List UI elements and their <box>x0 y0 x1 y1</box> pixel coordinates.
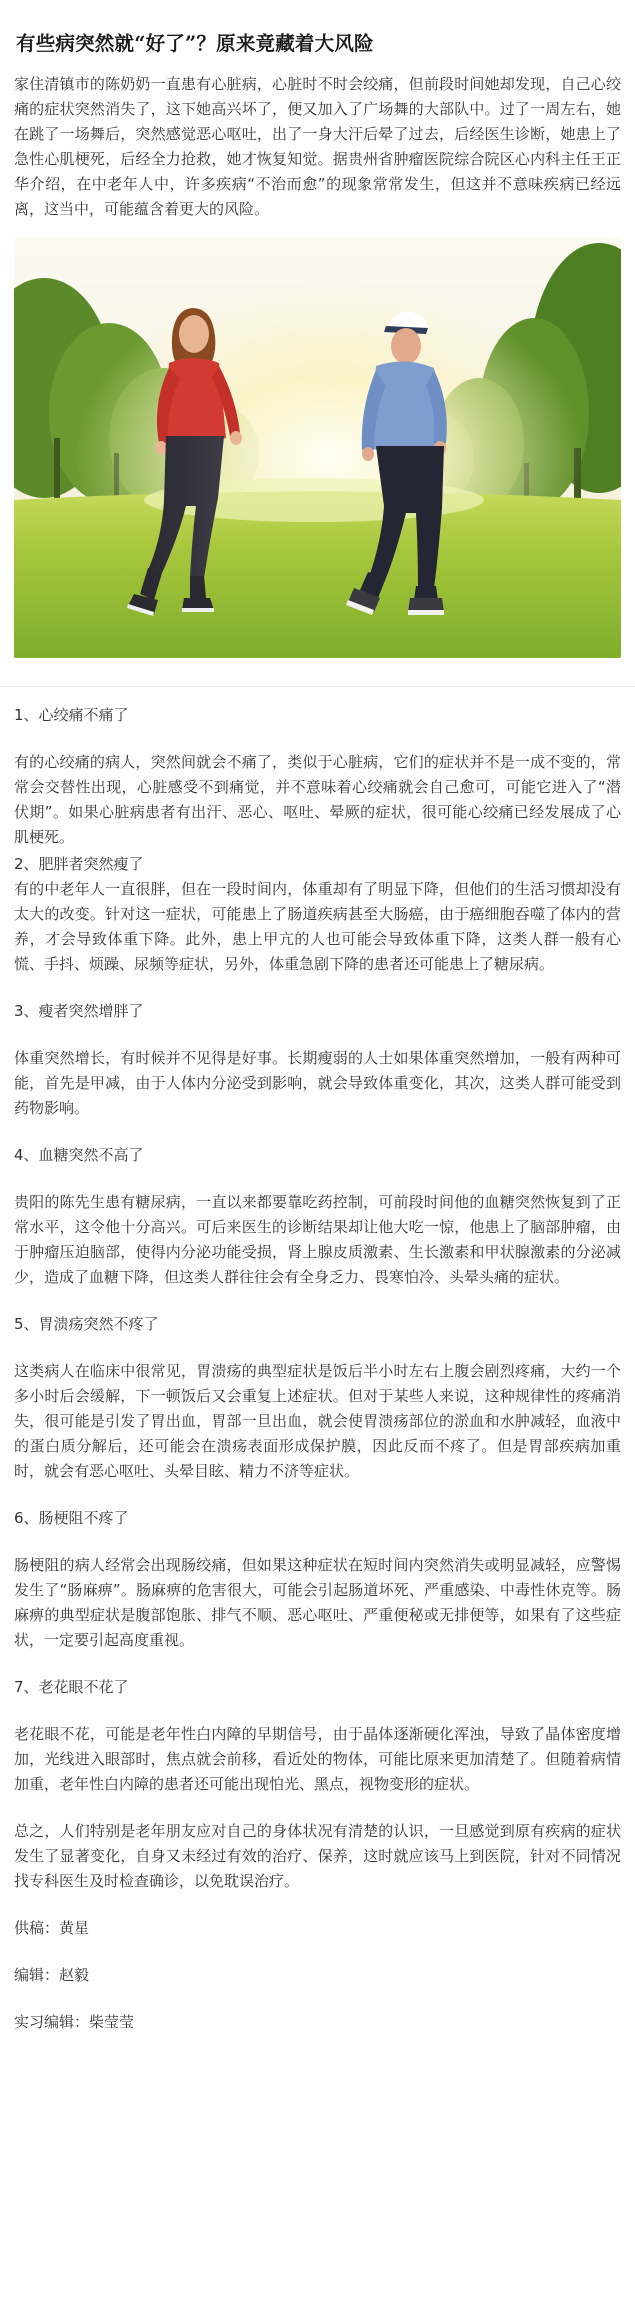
section-body: 这类病人在临床中很常见，胃溃疡的典型症状是饭后半小时左右上腹会剧烈疼痛，大约一个多小时后会缓解，下一顿饭后又会重复上述症状。但对于某些人来说，这种规律性的疼痛消失，很可能是引发了胃出血，胃部一旦出血，就会使胃溃疡部位的淤血和水肿减轻，血液中的蛋白质分解后，还可能会在溃疡表面形成保护膜，因此反而不疼了。但是胃部疾病加重时，就会有恶心呕吐、头晕目眩、精力不济等症状。 <box>14 1362 621 1480</box>
section-heading: 5、胃溃疡突然不疼了 <box>14 1315 159 1333</box>
section-body: 贵阳的陈先生患有糖尿病，一直以来都要靠吃药控制，可前段时间他的血糖突然恢复到了正常水平，这令他十分高兴。可后来医生的诊断结果却让他大吃一惊，他患上了脑部肿瘤，由于肿瘤压迫脑部，使得内分泌功能受损，肾上腺皮质激素、生长激素和甲状腺激素的分泌减少，造成了血糖下降，但这类人群往往会有全身乏力、畏寒怕冷、头晕头痛的症状。 <box>14 1193 621 1286</box>
article-body <box>0 687 635 2035</box>
section-heading: 6、肠梗阻不疼了 <box>14 1509 129 1527</box>
section-heading: 2、肥胖者突然瘦了 <box>14 855 144 873</box>
section-body: 体重突然增长，有时候并不见得是好事。长期瘦弱的人士如果体重突然增加，一般有两种可能，首先是甲减，由于人体内分泌受到影响，就会导致体重变化，其次，这类人群可能受到药物影响。 <box>14 1049 621 1117</box>
credit-intern: 实习编辑：柴莹莹 <box>14 2013 135 2031</box>
credit-editor: 编辑：赵毅 <box>14 1966 90 1984</box>
section-heading: 7、老花眼不花了 <box>14 1678 129 1696</box>
couple-walking-park-photo-icon <box>14 238 621 658</box>
article-photo <box>14 238 621 658</box>
section-body: 老花眼不花，可能是老年性白内障的早期信号，由于晶体逐渐硬化浑浊，导致了晶体密度增加，光线进入眼部时，焦点就会前移，看近处的物体，可能比原来更加清楚了。但随着病情加重，老年性白内障的患者还可能出现怕光、黑点，视物变形的症状。 <box>14 1725 621 1793</box>
section-heading: 3、瘦者突然增胖了 <box>14 1002 144 1020</box>
conclusion-paragraph: 总之，人们特别是老年朋友应对自己的身体状况有清楚的认识，一旦感觉到原有疾病的症状发生了显著变化，自身又未经过有效的治疗、保养，这时就应该马上到医院，针对不同情况找专科医生及时检查确诊，以免耽误治疗。 <box>14 1822 621 1890</box>
section-body: 有的中老年人一直很胖，但在一段时间内，体重却有了明显下降，但他们的生活习惯却没有太大的改变。针对这一症状，可能患上了肠道疾病甚至大肠癌，由于癌细胞吞噬了体内的营养，才会导致体重下降。此外，患上甲亢的人也可能会导致体重下降，这类人群一般有心慌、手抖、烦躁、尿频等症状，另外，体重急剧下降的患者还可能患上了糖尿病。 <box>14 880 621 973</box>
lead-paragraph: 家住清镇市的陈奶奶一直患有心脏病，心脏时不时会绞痛，但前段时间她却发现，自己心绞痛的症状突然消失了，这下她高兴坏了，便又加入了广场舞的大部队中。过了一周左右，她在跳了一场舞后，突然感觉恶心呕吐，出了一身大汗后晕了过去，后经医生诊断，她患上了急性心肌梗死，后经全力抢救，她才恢复知觉。据贵州省肿瘤医院综合院区心内科主任王正华介绍，在中老年人中，许多疾病“不治而愈”的现象常常发生，但这并不意味疾病已经远离，这当中，可能蕴含着更大的风险。 <box>14 75 621 218</box>
section-body: 有的心绞痛的病人，突然间就会不痛了，类似于心脏病，它们的症状并不是一成不变的，常常会交替性出现，心脏感受不到痛觉，并不意味着心绞痛就会自己愈可，可能它进入了“潜伏期”。如果心脏病患者有出汗、恶心、呕吐、晕厥的症状，很可能心绞痛已经发展成了心肌梗死。 <box>14 753 621 846</box>
article-title: 有些病突然就“好了”？原来竟藏着大风险 <box>16 32 374 55</box>
section-body: 肠梗阻的病人经常会出现肠绞痛，但如果这种症状在短时间内突然消失或明显减轻，应警惕发生了“肠麻痹”。肠麻痹的危害很大，可能会引起肠道坏死、严重感染、中毒性休克等。肠麻痹的典型症状是腹部饱胀、排气不顺、恶心呕吐、严重便秘或无排便等，如果有了这些症状，一定要引起高度重视。 <box>14 1556 621 1649</box>
article-lead <box>0 58 635 222</box>
section-heading: 4、血糖突然不高了 <box>14 1146 144 1164</box>
section-heading: 1、心绞痛不痛了 <box>14 706 129 724</box>
credit-supply: 供稿：黄星 <box>14 1919 90 1937</box>
